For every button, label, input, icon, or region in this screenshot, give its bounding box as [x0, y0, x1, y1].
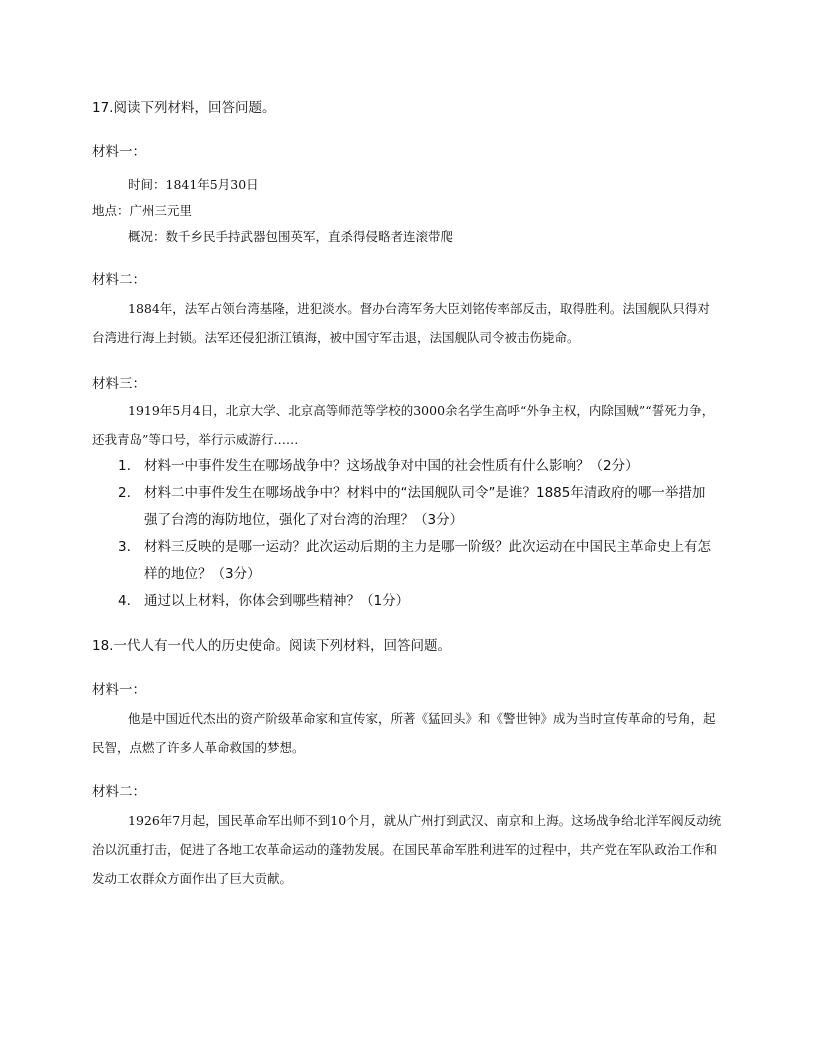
q18-material-1-heading: 材料一：	[92, 682, 146, 698]
subquestion-number: 3.	[118, 539, 131, 555]
q17-subquestion-4	[118, 588, 718, 615]
q17-material-2-heading: 材料二：	[92, 272, 146, 288]
question-18-title: 18.一代人有一代人的历史使命。阅读下列材料，回答问题。	[92, 638, 451, 654]
q17-material-2-text: 1884年，法军占领台湾基隆，进犯淡水。督办台湾军务大臣刘铭传率部反击，取得胜利。法国舰队只得对台湾进行海上封锁。法军还侵犯浙江镇海，被中国守军击退，法国舰队司令被击伤毙命。	[92, 301, 710, 345]
q17-subquestion-3	[118, 534, 718, 588]
subquestion-text: 材料二中事件发生在哪场战争中？材料中的“法国舰队司令”是谁？1885年清政府的哪一举措加强了台湾的海防地位，强化了对台湾的治理？（3分）	[144, 485, 706, 528]
subquestion-text: 材料一中事件发生在哪场战争中？这场战争对中国的社会性质有什么影响？（2分）	[144, 458, 639, 474]
q17-material-3-text: 1919年5月4日，北京大学、北京高等师范等学校的3000余名学生高呼“外争主权，内除国贼”“誓死力争，还我青岛”等口号，举行示威游行……	[92, 403, 715, 447]
q17-material-1-place: 地点：广州三元里	[92, 203, 193, 218]
subquestion-number: 4.	[118, 593, 131, 609]
q17-material-1-heading: 材料一：	[92, 144, 146, 160]
q18-material-2-text: 1926年7月起，国民革命军出师不到10个月，就从广州打到武汉、南京和上海。这场战争给北洋军阀反动统治以沉重打击，促进了各地工农革命运动的蓬勃发展。在国民革命军胜利进军的过程中，共产党在军队政治工作和发动工农群众方面作出了巨大贡献。	[92, 813, 722, 886]
question-17-title: 17.阅读下列材料，回答问题。	[92, 100, 276, 116]
subquestion-text: 通过以上材料，你体会到哪些精神？（1分）	[144, 593, 410, 609]
subquestion-number: 1.	[118, 458, 131, 474]
q17-material-3-heading: 材料三：	[92, 376, 146, 392]
subquestion-text: 材料三反映的是哪一运动？此次运动后期的主力是哪一阶级？此次运动在中国民主革命史上有怎样的地位？（3分）	[144, 539, 711, 582]
q17-subquestion-2	[118, 480, 718, 534]
q18-material-2-heading: 材料二：	[92, 784, 146, 800]
q17-material-1-summary: 概况：数千乡民手持武器包围英军，直杀得侵略者连滚带爬	[128, 229, 454, 244]
q17-subquestion-1	[118, 453, 718, 480]
q18-material-1-text: 他是中国近代杰出的资产阶级革命家和宣传家，所著《猛回头》和《警世钟》成为当时宣传革命的号角，起民智，点燃了许多人革命救国的梦想。	[92, 711, 716, 755]
subquestion-number: 2.	[118, 485, 131, 501]
q17-material-1-time: 时间：1841年5月30日	[128, 177, 259, 192]
